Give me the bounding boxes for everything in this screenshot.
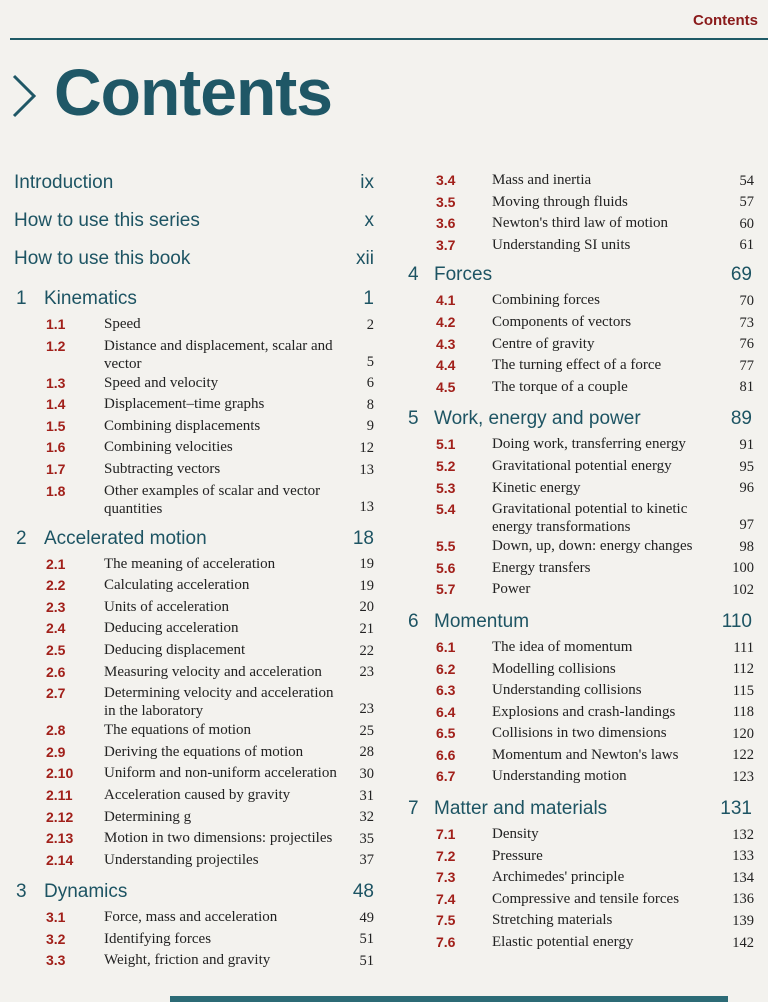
section-entry[interactable] xyxy=(406,702,756,724)
page-header xyxy=(0,0,768,36)
section-title: The equations of motion xyxy=(104,722,252,739)
section-page: 136 xyxy=(732,891,754,908)
section-number: 5.5 xyxy=(436,538,456,555)
section-page: 60 xyxy=(739,215,754,232)
section-number: 6.7 xyxy=(436,768,456,785)
section-page: 73 xyxy=(739,314,754,331)
front-matter-label: Introduction xyxy=(14,172,114,193)
section-entry[interactable] xyxy=(14,929,378,951)
section-title: Motion in two dimensions: projectiles xyxy=(104,830,333,847)
section-entry[interactable] xyxy=(406,889,756,911)
front-matter-page: ix xyxy=(360,172,374,193)
section-entry[interactable] xyxy=(14,907,378,929)
chapter-number: 3 xyxy=(16,881,27,903)
section-title: Compressive and tensile forces xyxy=(492,890,680,907)
section-number: 2.14 xyxy=(46,851,74,868)
section-entry[interactable] xyxy=(14,394,378,416)
section-entry[interactable] xyxy=(406,723,756,745)
section-title: Down, up, down: energy changes xyxy=(492,538,693,555)
front-matter-page: xii xyxy=(356,248,374,269)
section-page: 123 xyxy=(732,769,754,786)
section-page: 51 xyxy=(359,931,374,948)
section-title: Explosions and crash-landings xyxy=(492,703,676,720)
section-title: Uniform and non-uniform acceleration xyxy=(104,765,337,782)
section-title: Determining velocity and acceleration in the laboratory xyxy=(104,685,334,720)
section-title: Speed and velocity xyxy=(104,374,219,391)
section-entry[interactable] xyxy=(14,683,378,720)
section-page: 6 xyxy=(366,375,374,392)
section-number: 5.1 xyxy=(436,436,456,453)
section-title: Stretching materials xyxy=(492,912,613,929)
chapter-number: 2 xyxy=(16,527,27,549)
section-number: 1.6 xyxy=(46,439,66,456)
chapter-heading[interactable] xyxy=(406,798,756,824)
section-entry[interactable] xyxy=(14,597,378,619)
section-number: 1.4 xyxy=(46,396,66,413)
section-number: 2.6 xyxy=(46,663,66,680)
section-title: Pressure xyxy=(492,847,543,864)
section-entry[interactable] xyxy=(406,536,756,558)
section-number: 7.1 xyxy=(436,826,456,843)
section-entry[interactable] xyxy=(406,434,756,456)
section-number: 3.7 xyxy=(436,236,456,253)
section-number: 3.6 xyxy=(436,215,456,232)
chapter-heading[interactable] xyxy=(14,288,378,314)
section-number: 7.3 xyxy=(436,869,456,886)
section-entry[interactable] xyxy=(406,659,756,681)
section-title: Combining displacements xyxy=(104,417,261,434)
section-number: 2.4 xyxy=(46,620,66,637)
chapter-page: 48 xyxy=(352,881,374,903)
section-page: 19 xyxy=(359,577,374,594)
section-page: 54 xyxy=(739,172,754,189)
section-title: Kinetic energy xyxy=(492,479,581,496)
section-number: 5.3 xyxy=(436,479,456,496)
section-title: Deducing displacement xyxy=(104,641,246,658)
section-entry[interactable] xyxy=(14,314,378,336)
chapter-page: 18 xyxy=(352,527,374,549)
chapter-title: Dynamics xyxy=(44,881,128,903)
section-page: 91 xyxy=(739,436,754,453)
section-page: 23 xyxy=(359,664,374,681)
section-number: 1.7 xyxy=(46,460,66,477)
section-entry[interactable] xyxy=(14,640,378,662)
chapter-title: Kinematics xyxy=(44,288,137,309)
section-title: Other examples of scalar and vector quantities xyxy=(104,482,321,517)
section-page: 120 xyxy=(732,725,754,742)
section-entry[interactable] xyxy=(14,662,378,684)
chapter-heading[interactable] xyxy=(406,611,756,637)
section-entry[interactable] xyxy=(14,416,378,438)
chapter-heading[interactable] xyxy=(406,408,756,434)
section-number: 5.4 xyxy=(436,501,456,518)
section-page: 132 xyxy=(732,826,754,843)
section-page: 76 xyxy=(739,336,754,353)
section-page: 112 xyxy=(732,661,754,678)
section-page: 20 xyxy=(359,599,374,616)
section-page: 32 xyxy=(359,809,374,826)
section-entry[interactable] xyxy=(406,192,756,214)
header-rule xyxy=(10,38,768,40)
section-number: 3.1 xyxy=(46,909,66,926)
section-entry[interactable] xyxy=(406,932,756,954)
section-title: Centre of gravity xyxy=(492,335,595,352)
section-number: 6.5 xyxy=(436,725,456,742)
chapter-page: 69 xyxy=(730,264,752,286)
section-title: Combining forces xyxy=(492,292,600,309)
section-title: The idea of momentum xyxy=(492,638,633,655)
section-entry[interactable] xyxy=(14,763,378,785)
section-page: 35 xyxy=(359,830,374,847)
section-entry[interactable] xyxy=(406,213,756,235)
section-page: 9 xyxy=(366,418,374,435)
section-title: Understanding projectiles xyxy=(104,851,259,868)
section-entry[interactable] xyxy=(14,481,378,518)
section-page: 12 xyxy=(359,439,374,456)
section-number: 2.3 xyxy=(46,598,66,615)
section-number: 6.3 xyxy=(436,682,456,699)
section-number: 2.5 xyxy=(46,641,66,658)
section-title: Momentum and Newton's laws xyxy=(492,746,679,763)
section-entry[interactable] xyxy=(14,785,378,807)
section-title: Speed xyxy=(104,316,141,332)
section-page: 100 xyxy=(732,560,754,577)
section-page: 37 xyxy=(359,852,374,869)
section-number: 7.6 xyxy=(436,934,456,951)
section-number: 4.2 xyxy=(436,313,456,330)
left-chapter-list xyxy=(14,288,378,972)
section-entry[interactable] xyxy=(406,235,756,257)
section-entry[interactable] xyxy=(406,558,756,580)
section-entry[interactable] xyxy=(406,377,756,399)
section-entry[interactable] xyxy=(14,437,378,459)
chapter-title: Matter and materials xyxy=(434,798,608,820)
section-entry[interactable] xyxy=(406,499,756,536)
running-head: Contents xyxy=(693,12,758,29)
section-title: Elastic potential energy xyxy=(492,934,634,951)
section-title: Understanding motion xyxy=(492,768,627,785)
toc-right-column xyxy=(406,170,756,954)
section-entry[interactable] xyxy=(14,742,378,764)
section-page: 22 xyxy=(359,642,374,659)
section-title: Combining velocities xyxy=(104,439,233,456)
section-page: 142 xyxy=(732,934,754,951)
section-entry[interactable] xyxy=(406,290,756,312)
section-page: 23 xyxy=(359,701,374,718)
section-title: Gravitational potential energy xyxy=(492,457,672,474)
section-title: Newton's third law of motion xyxy=(492,215,669,232)
chapter-title: Accelerated motion xyxy=(44,527,207,549)
section-entry[interactable] xyxy=(14,950,378,972)
section-page: 70 xyxy=(739,292,754,309)
section-page: 5 xyxy=(366,353,374,370)
section-title: Determining g xyxy=(104,808,192,825)
section-entry[interactable] xyxy=(14,720,378,742)
section-title: Displacement–time graphs xyxy=(104,396,265,413)
section-page: 102 xyxy=(732,581,754,598)
section-entry[interactable] xyxy=(406,334,756,356)
section-number: 3.4 xyxy=(436,172,456,188)
section-page: 30 xyxy=(359,765,374,782)
section-entry[interactable] xyxy=(406,456,756,478)
bottom-strip xyxy=(170,996,728,1002)
chevron-right-icon xyxy=(8,72,38,120)
section-page: 19 xyxy=(359,556,374,573)
section-page: 118 xyxy=(732,704,754,721)
section-entry[interactable] xyxy=(14,373,378,395)
section-number: 3.3 xyxy=(46,952,66,969)
section-entry[interactable] xyxy=(406,910,756,932)
section-page: 57 xyxy=(739,194,754,211)
chapter-heading[interactable] xyxy=(14,528,378,554)
section-title: Components of vectors xyxy=(492,313,632,330)
section-number: 6.2 xyxy=(436,660,456,677)
section-number: 2.13 xyxy=(46,830,74,847)
section-title: Energy transfers xyxy=(492,559,591,576)
section-number: 2.1 xyxy=(46,555,66,572)
chapter-number: 7 xyxy=(408,798,419,820)
section-entry[interactable] xyxy=(406,824,756,846)
section-number: 5.7 xyxy=(436,581,456,598)
section-page: 8 xyxy=(366,396,374,413)
section-entry[interactable] xyxy=(406,867,756,889)
chapter-page: 110 xyxy=(721,610,752,632)
section-number: 2.8 xyxy=(46,722,66,739)
section-page: 97 xyxy=(739,517,754,534)
section-page: 95 xyxy=(739,458,754,475)
section-title: Archimedes' principle xyxy=(492,869,625,886)
section-number: 5.6 xyxy=(436,559,456,576)
chapter-page: 89 xyxy=(730,408,752,430)
section-title: Measuring velocity and acceleration xyxy=(104,663,322,680)
section-page: 49 xyxy=(359,909,374,926)
section-page: 139 xyxy=(732,913,754,930)
chapter-number: 1 xyxy=(16,288,27,309)
front-matter-list xyxy=(14,168,378,282)
front-matter-item[interactable] xyxy=(14,168,378,206)
section-page: 61 xyxy=(739,237,754,254)
section-title: Calculating acceleration xyxy=(104,577,250,594)
section-page: 31 xyxy=(359,787,374,804)
section-page: 2 xyxy=(366,316,374,333)
chapter-number: 6 xyxy=(408,610,419,632)
section-number: 6.1 xyxy=(436,638,456,655)
chapter-page: 131 xyxy=(720,798,752,820)
toc-left-column xyxy=(14,168,378,972)
section-title: Doing work, transferring energy xyxy=(492,436,686,453)
section-number: 1.3 xyxy=(46,374,66,391)
section-number: 1.5 xyxy=(46,417,66,434)
section-entry[interactable] xyxy=(14,828,378,850)
section-title: Density xyxy=(492,826,539,843)
section-title: Units of acceleration xyxy=(104,598,229,615)
chapter-title: Momentum xyxy=(434,610,530,632)
section-entry[interactable] xyxy=(14,554,378,576)
section-page: 134 xyxy=(732,869,754,886)
section-entry[interactable] xyxy=(406,170,756,192)
section-title: Collisions in two dimensions xyxy=(492,725,667,742)
chapter-page: 1 xyxy=(363,288,374,309)
section-number: 4.1 xyxy=(436,292,456,309)
section-page: 25 xyxy=(359,722,374,739)
front-matter-item[interactable] xyxy=(14,244,378,282)
section-page: 81 xyxy=(739,379,754,396)
section-title: Identifying forces xyxy=(104,930,212,947)
section-entry[interactable] xyxy=(14,807,378,829)
section-page: 133 xyxy=(732,848,754,865)
section-title: Distance and displacement, scalar and vector xyxy=(104,337,333,372)
chapter-title: Forces xyxy=(434,264,493,286)
section-page: 13 xyxy=(359,461,374,478)
section-number: 4.4 xyxy=(436,357,456,374)
section-page: 98 xyxy=(739,538,754,555)
section-title: Mass and inertia xyxy=(492,172,592,188)
section-number: 2.9 xyxy=(46,743,66,760)
section-number: 2.10 xyxy=(46,765,74,782)
section-page: 77 xyxy=(739,357,754,374)
section-entry[interactable] xyxy=(14,459,378,481)
section-title: Deducing acceleration xyxy=(104,620,239,637)
section-entry[interactable] xyxy=(406,846,756,868)
section-entry[interactable] xyxy=(406,478,756,500)
section-entry[interactable] xyxy=(14,575,378,597)
section-number: 7.4 xyxy=(436,890,456,907)
section-page: 111 xyxy=(733,639,754,656)
section-title: Modelling collisions xyxy=(492,660,616,677)
section-number: 6.4 xyxy=(436,703,456,720)
section-number: 7.5 xyxy=(436,912,456,929)
section-title: The torque of a couple xyxy=(492,378,628,395)
section-title: The meaning of acceleration xyxy=(104,555,276,572)
front-matter-page: x xyxy=(364,210,374,231)
section-title: Moving through fluids xyxy=(492,193,628,210)
section-page: 122 xyxy=(732,747,754,764)
section-entry[interactable] xyxy=(14,336,378,373)
section-number: 2.11 xyxy=(46,786,73,803)
chapter-heading[interactable] xyxy=(406,264,756,290)
section-title: Power xyxy=(492,581,531,598)
section-title: Gravitational potential to kinetic energy transformations xyxy=(492,501,688,536)
section-title: Deriving the equations of motion xyxy=(104,743,304,760)
section-entry[interactable] xyxy=(406,579,756,601)
section-number: 1.2 xyxy=(46,337,66,354)
section-page: 115 xyxy=(732,682,754,699)
section-page: 96 xyxy=(739,480,754,497)
section-entry[interactable] xyxy=(406,680,756,702)
section-entry[interactable] xyxy=(406,312,756,334)
section-number: 7.2 xyxy=(436,847,456,864)
section-page: 28 xyxy=(359,744,374,761)
section-title: Force, mass and acceleration xyxy=(104,909,278,926)
section-title: The turning effect of a force xyxy=(492,357,662,374)
section-title: Understanding collisions xyxy=(492,682,642,699)
section-entry[interactable] xyxy=(406,745,756,767)
section-number: 4.3 xyxy=(436,335,456,352)
section-number: 1.8 xyxy=(46,482,66,499)
section-page: 13 xyxy=(359,498,374,515)
section-number: 6.6 xyxy=(436,746,456,763)
section-number: 2.7 xyxy=(46,685,66,702)
section-title: Understanding SI units xyxy=(492,236,631,253)
section-number: 2.12 xyxy=(46,808,74,825)
chapter-title: Work, energy and power xyxy=(434,408,641,430)
section-entry[interactable] xyxy=(14,618,378,640)
section-number: 2.2 xyxy=(46,577,66,594)
section-entry[interactable] xyxy=(406,637,756,659)
section-number: 3.5 xyxy=(436,193,456,210)
section-title: Subtracting vectors xyxy=(104,460,221,477)
section-title: Acceleration caused by gravity xyxy=(104,786,291,803)
chapter-number: 5 xyxy=(408,408,419,430)
section-page: 21 xyxy=(359,620,374,637)
section-number: 4.5 xyxy=(436,378,456,395)
section-entry[interactable] xyxy=(14,850,378,872)
page-title: Contents xyxy=(54,55,332,129)
section-page: 51 xyxy=(359,953,374,970)
section-entry[interactable] xyxy=(406,766,756,788)
section-title: Weight, friction and gravity xyxy=(104,952,271,969)
front-matter-label: How to use this series xyxy=(14,210,200,231)
chapter-number: 4 xyxy=(408,264,419,286)
section-number: 3.2 xyxy=(46,930,66,947)
section-entry[interactable] xyxy=(406,355,756,377)
section-number: 5.2 xyxy=(436,457,456,474)
section-number: 1.1 xyxy=(46,316,66,332)
front-matter-item[interactable] xyxy=(14,206,378,244)
chapter-heading[interactable] xyxy=(14,881,378,907)
front-matter-label: How to use this book xyxy=(14,248,191,269)
